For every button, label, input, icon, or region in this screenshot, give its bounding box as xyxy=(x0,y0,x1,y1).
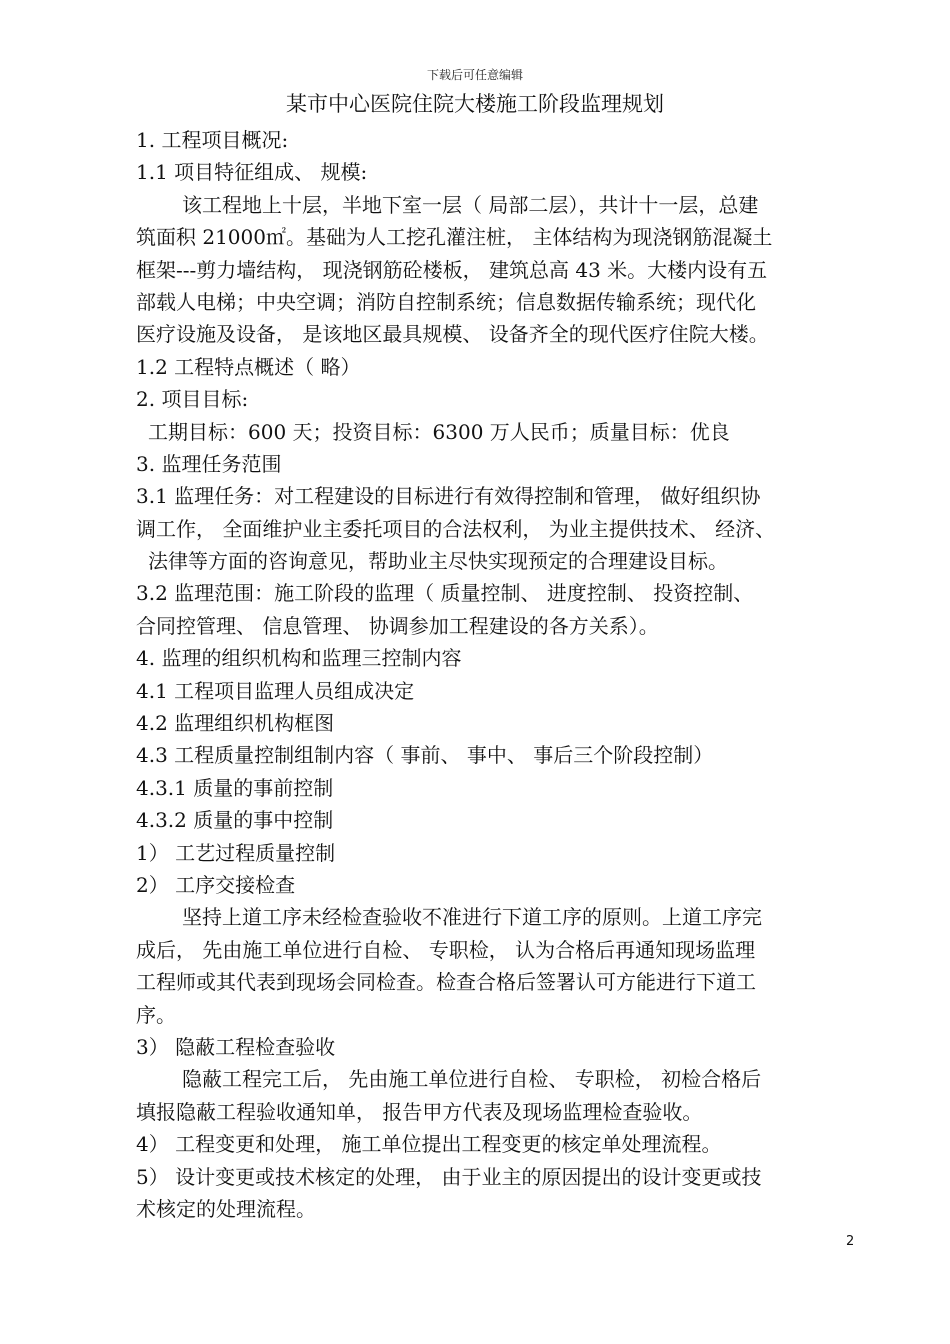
document-title: 某市中心医院住院大楼施工阶段监理规划 xyxy=(286,92,664,116)
paragraph-line: 成后， 先由施工单位进行自检、 专职检， 认为合格后再通知现场监理 xyxy=(136,937,756,962)
paragraph-line: 序。 xyxy=(136,1002,176,1027)
paragraph-line: 工期目标：600 天；投资目标：6300 万人民币；质量目标：优良 xyxy=(148,419,730,444)
list-item: 3） 隐蔽工程检查验收 xyxy=(136,1034,336,1059)
subsection-heading: 4.3.2 质量的事中控制 xyxy=(136,808,334,833)
paragraph-line: 坚持上道工序未经检查验收不准进行下道工序的原则。上道工序完 xyxy=(182,905,762,930)
paragraph-line: 工程师或其代表到现场会同检查。检查合格后签署认可方能进行下道工 xyxy=(136,970,756,995)
section-heading: 3. 监理任务范围 xyxy=(136,451,282,476)
paragraph-line: 填报隐蔽工程验收通知单， 报告甲方代表及现场监理检查验收。 xyxy=(136,1099,703,1124)
section-heading: 1. 工程项目概况: xyxy=(136,128,289,152)
header-note: 下载后可任意编辑 xyxy=(426,68,523,82)
document-body xyxy=(136,124,864,1225)
paragraph-line: 合同控管理、 信息管理、 协调参加工程建设的各方关系）。 xyxy=(136,613,659,638)
list-item: 2） 工序交接检查 xyxy=(136,872,296,897)
list-item: 1） 工艺过程质量控制 xyxy=(136,840,336,865)
paragraph-line: 框架---剪力墙结构， 现浇钢筋砼楼板， 建筑总高 43 米。大楼内设有五 xyxy=(136,257,768,282)
section-heading: 4. 监理的组织机构和监理三控制内容 xyxy=(136,646,462,671)
paragraph-line: 3.2 监理范围：施工阶段的监理（ 质量控制、 进度控制、 投资控制、 xyxy=(136,581,754,606)
list-item: 5） 设计变更或技术核定的处理， 由于业主的原因提出的设计变更或技 xyxy=(136,1164,762,1189)
subsection-heading: 4.2 监理组织机构框图 xyxy=(136,711,335,736)
section-heading: 2. 项目目标: xyxy=(136,387,249,412)
paragraph-line: 调工作， 全面维护业主委托项目的合法权利， 为业主提供技术、 经济、 xyxy=(136,516,776,541)
paragraph-line: 隐蔽工程完工后， 先由施工单位进行自检、 专职检， 初检合格后 xyxy=(182,1067,762,1092)
paragraph-line: 3.1 监理任务：对工程建设的目标进行有效得控制和管理， 做好组织协 xyxy=(136,484,761,509)
paragraph-line: 部载人电梯；中央空调；消防自控制系统；信息数据传输系统；现代化 xyxy=(136,289,756,314)
subsection-heading: 4.1 工程项目监理人员组成决定 xyxy=(136,678,415,703)
subsection-heading: 1.2 工程特点概述（ 略） xyxy=(136,354,361,379)
paragraph-line: 该工程地上十层，半地下室一层（ 局部二层），共计十一层，总建 xyxy=(182,192,759,217)
paragraph-line: 筑面积 21000㎡。基础为人工挖孔灌注桩， 主体结构为现浇钢筋混凝土 xyxy=(136,225,773,250)
paragraph-line: 术核定的处理流程。 xyxy=(136,1196,316,1221)
paragraph-line: 法律等方面的咨询意见，帮助业主尽快实现预定的合理建设目标。 xyxy=(148,549,728,574)
paragraph-line: 医疗设施及设备， 是该地区最具规模、 设备齐全的现代医疗住院大楼。 xyxy=(136,322,769,347)
subsection-heading: 4.3 工程质量控制组制内容（ 事前、 事中、 事后三个阶段控制） xyxy=(136,743,714,768)
page-number: 2 xyxy=(846,1234,855,1249)
list-item: 4） 工程变更和处理， 施工单位提出工程变更的核定单处理流程。 xyxy=(136,1132,722,1157)
subsection-heading: 4.3.1 质量的事前控制 xyxy=(136,775,334,800)
subsection-heading: 1.1 项目特征组成、 规模: xyxy=(136,160,368,185)
